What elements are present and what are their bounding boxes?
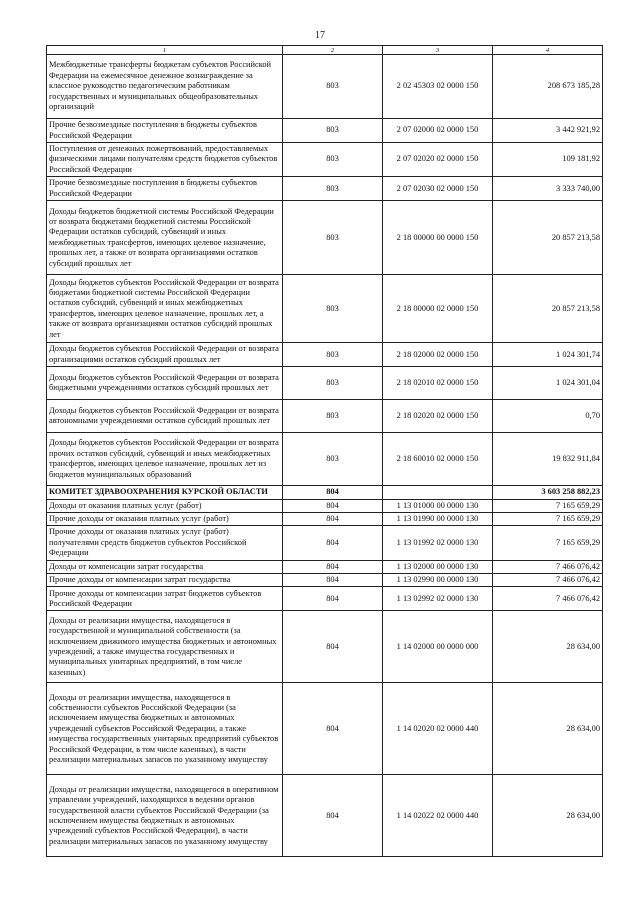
budget-classification-code: 2 18 02020 02 0000 150: [383, 400, 493, 433]
table-row: [47, 587, 603, 611]
table-row: [47, 177, 603, 201]
budget-revenue-table: [46, 45, 603, 857]
admin-code: 803: [283, 400, 383, 433]
amount: 3 333 740,00: [493, 177, 603, 201]
income-description: Доходы бюджетов бюджетной системы Российской Федерации от возврата бюджетами бюджетной системы Российской Федерации остатков субсидий, субвенций и иных межбюджетных трансфертов, имеющих целевое назначение, прошлых лет, а также от возврата организациями остатков субсидий прошлых лет: [47, 201, 283, 275]
amount: 28 634,00: [493, 683, 603, 775]
admin-code: 804: [283, 587, 383, 611]
budget-classification-code: 1 13 01992 02 0000 130: [383, 526, 493, 560]
table-row: [47, 574, 603, 587]
budget-classification-code: 2 18 00000 02 0000 150: [383, 275, 493, 343]
amount: 28 634,00: [493, 611, 603, 683]
admin-code: 804: [283, 486, 383, 499]
admin-code: 803: [283, 275, 383, 343]
admin-code: 804: [283, 526, 383, 560]
budget-classification-code: 1 13 02990 00 0000 130: [383, 574, 493, 587]
income-description: Прочие доходы от компенсации затрат бюджетов субъектов Российской Федерации: [47, 587, 283, 611]
table-row: [47, 343, 603, 367]
column-number: 4: [493, 46, 603, 55]
table-row: [47, 513, 603, 526]
budget-classification-code: 1 14 02022 02 0000 440: [383, 775, 493, 857]
column-number: 1: [47, 46, 283, 55]
budget-classification-code: 2 18 02000 02 0000 150: [383, 343, 493, 367]
budget-classification-code: 1 13 01000 00 0000 130: [383, 499, 493, 512]
income-description: Прочие безвозмездные поступления в бюджеты субъектов Российской Федерации: [47, 177, 283, 201]
table-row: [47, 119, 603, 143]
table-row: [47, 499, 603, 512]
table-row: [47, 526, 603, 560]
table-row: [47, 433, 603, 486]
admin-code: 804: [283, 611, 383, 683]
table-row: [47, 367, 603, 400]
income-description: Межбюджетные трансферты бюджетам субъектов Российской Федерации на ежемесячное денежное вознаграждение за классное руководство педагогическим работникам государственных и муниципальных общеобразовательных организаций: [47, 55, 283, 119]
budget-classification-code: 2 07 02000 02 0000 150: [383, 119, 493, 143]
income-description: Доходы бюджетов субъектов Российской Федерации от возврата бюджетными учреждениями остатков субсидий прошлых лет: [47, 367, 283, 400]
admin-code: 803: [283, 343, 383, 367]
amount: 0,70: [493, 400, 603, 433]
admin-code: 804: [283, 775, 383, 857]
amount: 7 466 076,42: [493, 560, 603, 573]
income-description: Прочие доходы от оказания платных услуг (работ): [47, 513, 283, 526]
admin-code: 803: [283, 55, 383, 119]
admin-code: 804: [283, 499, 383, 512]
amount: 109 181,92: [493, 143, 603, 177]
amount: 1 024 301,74: [493, 343, 603, 367]
admin-code: 804: [283, 574, 383, 587]
admin-code: 803: [283, 119, 383, 143]
income-description: Доходы от реализации имущества, находящегося в оперативном управлении учреждений, находящихся в ведении органов государственной власти субъектов Российской Федерации (за исключением имущества бюджетных и автономных учреждений субъектов Российской Федерации), в части реализации материальных запасов по указанному имуществу: [47, 775, 283, 857]
admin-code: 803: [283, 201, 383, 275]
amount: 7 165 659,29: [493, 513, 603, 526]
budget-classification-code: 1 13 01990 00 0000 130: [383, 513, 493, 526]
income-description: КОМИТЕТ ЗДРАВООХРАНЕНИЯ КУРСКОЙ ОБЛАСТИ: [47, 486, 283, 499]
table-row: [47, 143, 603, 177]
amount: 19 832 911,84: [493, 433, 603, 486]
table-row: [47, 560, 603, 573]
budget-classification-code: 1 14 02020 02 0000 440: [383, 683, 493, 775]
income-description: Прочие безвозмездные поступления в бюджеты субъектов Российской Федерации: [47, 119, 283, 143]
budget-classification-code: 1 14 02000 00 0000 000: [383, 611, 493, 683]
page-number: 17: [315, 30, 325, 41]
column-number: 2: [283, 46, 383, 55]
amount: 208 673 185,28: [493, 55, 603, 119]
income-description: Доходы бюджетов субъектов Российской Федерации от возврата бюджетами бюджетной системы Российской Федерации остатков субсидий, субвенций и иных межбюджетных трансфертов, имеющих целевое назначение, прошлых лет, а также от возврата организациями остатков субсидий прошлых лет: [47, 275, 283, 343]
budget-classification-code: [383, 486, 493, 499]
income-description: Доходы от оказания платных услуг (работ): [47, 499, 283, 512]
table-row: [47, 201, 603, 275]
income-description: Доходы от реализации имущества, находящегося в собственности субъектов Российской Федерации (за исключением имущества бюджетных и автономных учреждений субъектов Российской Федерации, а также имущества государственных унитарных предприятий субъектов Российской Федерации, в том числе казенных), в части реализации материальных запасов по указанному имуществу: [47, 683, 283, 775]
table-row: [47, 775, 603, 857]
budget-classification-code: 2 18 60010 02 0000 150: [383, 433, 493, 486]
amount: 20 857 213,58: [493, 275, 603, 343]
amount: 3 442 921,92: [493, 119, 603, 143]
income-description: Поступления от денежных пожертвований, предоставляемых физическими лицами получателям средств бюджетов субъектов Российской Федерации: [47, 143, 283, 177]
income-description: Доходы бюджетов субъектов Российской Федерации от возврата автономными учреждениями остатков субсидий прошлых лет: [47, 400, 283, 433]
table-row: [47, 275, 603, 343]
admin-code: 803: [283, 177, 383, 201]
amount: 7 165 659,29: [493, 499, 603, 512]
budget-classification-code: 2 02 45303 02 0000 150: [383, 55, 493, 119]
admin-code: 804: [283, 513, 383, 526]
income-description: Доходы от реализации имущества, находящегося в государственной и муниципальной собственности (за исключением движимого имущества бюджетных и автономных учреждений, а также имущества государственных и муниципальных унитарных предприятий, в том числе казенных): [47, 611, 283, 683]
admin-code: 803: [283, 143, 383, 177]
amount: 1 024 301,04: [493, 367, 603, 400]
amount: 7 466 076,42: [493, 574, 603, 587]
table-row: [47, 400, 603, 433]
admin-code: 803: [283, 367, 383, 400]
budget-classification-code: 1 13 02992 02 0000 130: [383, 587, 493, 611]
amount: 28 634,00: [493, 775, 603, 857]
amount: 7 466 076,42: [493, 587, 603, 611]
budget-classification-code: 1 13 02000 00 0000 130: [383, 560, 493, 573]
budget-classification-code: 2 18 00000 00 0000 150: [383, 201, 493, 275]
budget-classification-code: 2 07 02030 02 0000 150: [383, 177, 493, 201]
income-description: Доходы бюджетов субъектов Российской Федерации от возврата прочих остатков субсидий, субвенций и иных межбюджетных трансфертов, имеющих целевое назначение, прошлых лет из бюджетов муниципальных образований: [47, 433, 283, 486]
budget-classification-code: 2 18 02010 02 0000 150: [383, 367, 493, 400]
income-description: Прочие доходы от оказания платных услуг (работ) получателями средств бюджетов субъектов Российской Федерации: [47, 526, 283, 560]
table-row: [47, 683, 603, 775]
budget-classification-code: 2 07 02020 02 0000 150: [383, 143, 493, 177]
column-number-row: [47, 46, 603, 55]
admin-code: 804: [283, 560, 383, 573]
admin-code: 803: [283, 433, 383, 486]
income-description: Прочие доходы от компенсации затрат государства: [47, 574, 283, 587]
income-description: Доходы бюджетов субъектов Российской Федерации от возврата организациями остатков субсидий прошлых лет: [47, 343, 283, 367]
table-row-section-header: [47, 486, 603, 499]
amount: 7 165 659,29: [493, 526, 603, 560]
table-row: [47, 55, 603, 119]
amount: 20 857 213,58: [493, 201, 603, 275]
amount: 3 603 258 882,23: [493, 486, 603, 499]
income-description: Доходы от компенсации затрат государства: [47, 560, 283, 573]
table-row: [47, 611, 603, 683]
column-number: 3: [383, 46, 493, 55]
admin-code: 804: [283, 683, 383, 775]
